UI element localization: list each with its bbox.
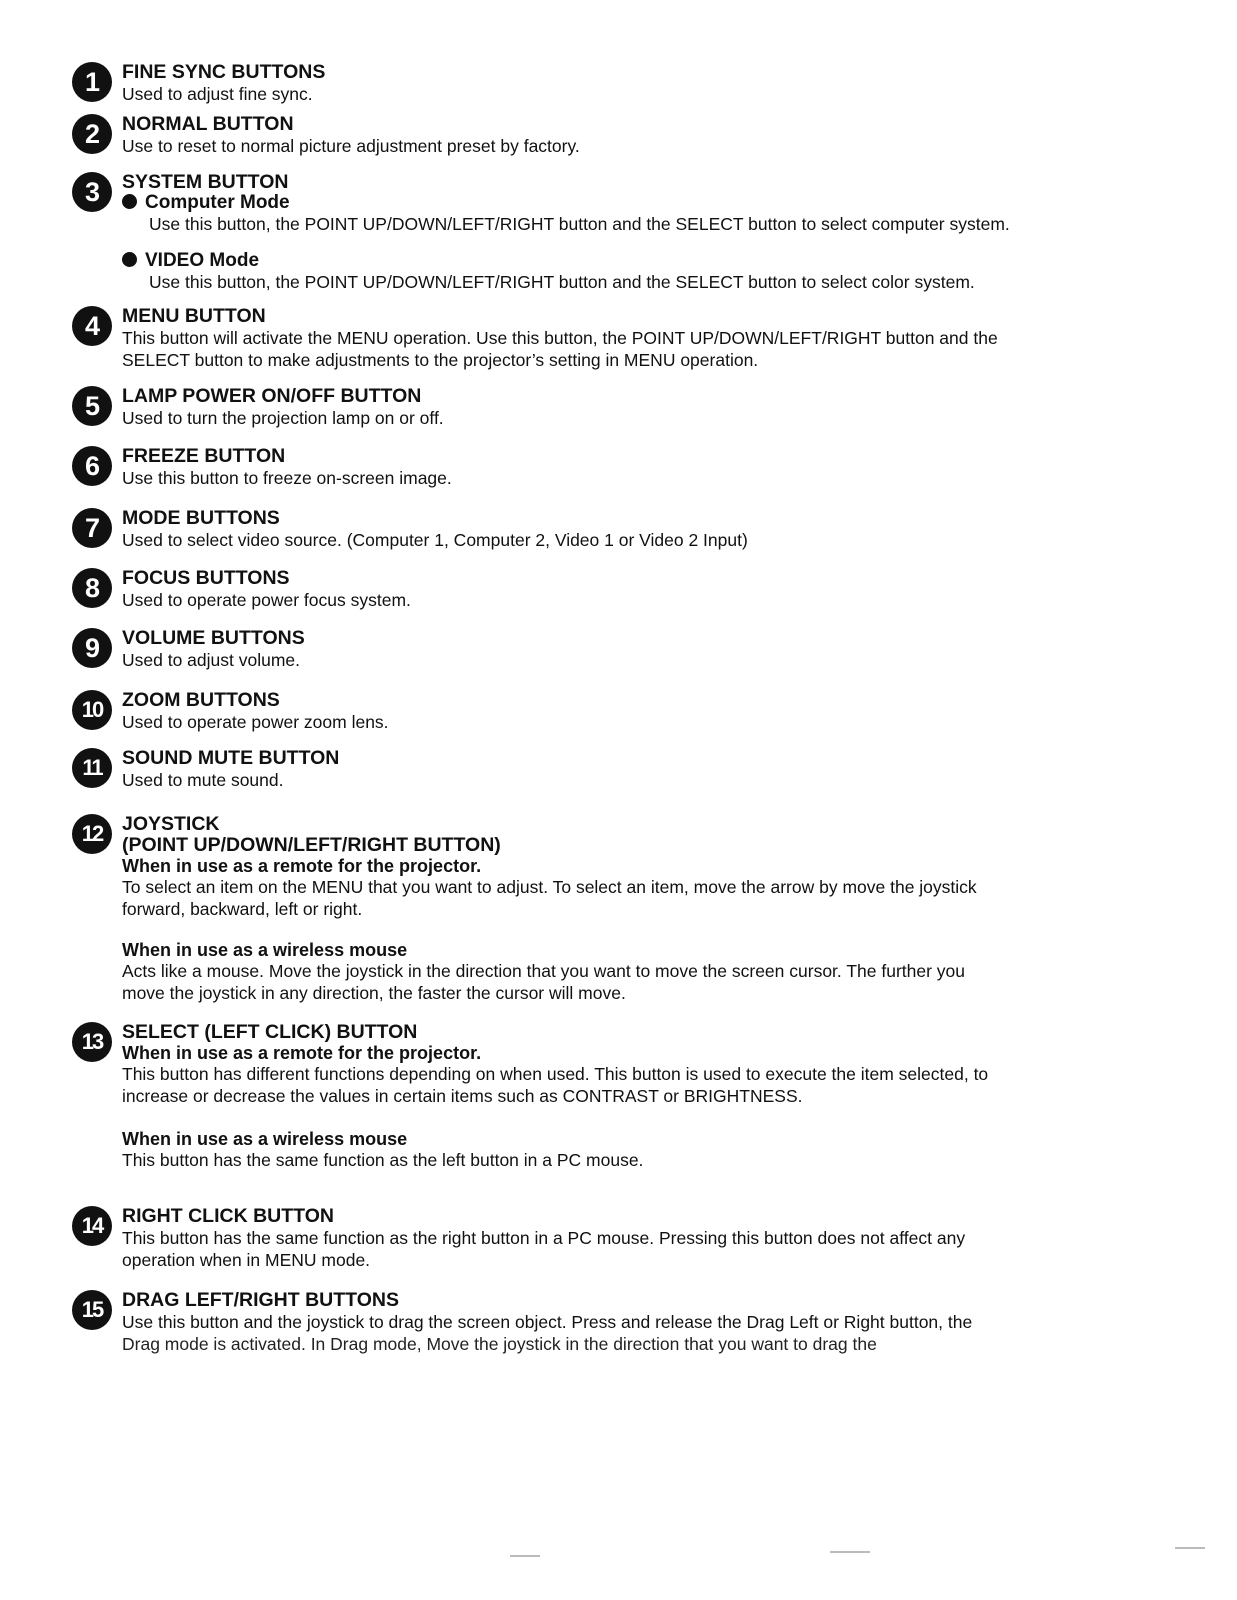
item-title: FREEZE BUTTON [122, 445, 286, 467]
scan-speck [510, 1555, 540, 1557]
item-desc: Used to mute sound. [122, 770, 284, 790]
item-sound-mute [72, 748, 1132, 791]
item-number-badge: 5 [72, 386, 112, 426]
item-title: FOCUS BUTTONS [122, 567, 290, 589]
item-number-badge: 6 [72, 446, 112, 486]
item-fine-sync [72, 62, 1132, 105]
item-desc-line: operation when in MENU mode. [122, 1250, 371, 1270]
item-number-badge: 2 [72, 114, 112, 154]
item-desc: Used to operate power focus system. [122, 590, 411, 610]
item-desc: This button has the same function as the left button in a PC mouse. [122, 1150, 644, 1170]
scan-speck [1175, 1547, 1205, 1549]
truncated-line [122, 1333, 1132, 1355]
item-subheading: When in use as a wireless mouse [122, 940, 408, 960]
item-number-badge: 10 [72, 690, 112, 730]
item-desc-line: To select an item on the MENU that you want to adjust. To select an item, move the arrow by move the joystick [122, 877, 977, 897]
bullet-title: VIDEO Mode [122, 251, 1132, 271]
item-desc: Use this button to freeze on-screen image. [122, 468, 452, 488]
item-desc-line: This button has different functions depending on when used. This button is used to execute the item selected, to [122, 1064, 989, 1084]
item-system [72, 172, 1132, 293]
item-desc-line: forward, backward, left or right. [122, 899, 363, 919]
item-desc: Used to operate power zoom lens. [122, 712, 389, 732]
item-desc-line: increase or decrease the values in certain items such as CONTRAST or BRIGHTNESS. [122, 1086, 803, 1106]
item-desc-line: This button has the same function as the right button in a PC mouse. Pressing this button does not affect any [122, 1228, 966, 1248]
item-title: SYSTEM BUTTON [122, 171, 289, 193]
item-number-badge: 8 [72, 568, 112, 608]
item-subheading: When in use as a remote for the projector. [122, 1043, 482, 1063]
item-desc: Used to turn the projection lamp on or off. [122, 408, 444, 428]
item-number-badge: 3 [72, 172, 112, 212]
item-subheading: When in use as a wireless mouse [122, 1129, 408, 1149]
item-freeze [72, 446, 1132, 489]
item-title: RIGHT CLICK BUTTON [122, 1205, 334, 1227]
item-title: LAMP POWER ON/OFF BUTTON [122, 385, 422, 407]
item-number-badge: 14 [72, 1206, 112, 1246]
bullet-icon [122, 252, 137, 267]
item-volume [72, 628, 1132, 671]
item-select [72, 1022, 1132, 1171]
bullet-desc: Use this button, the POINT UP/DOWN/LEFT/RIGHT button and the SELECT button to select color system. [149, 272, 975, 292]
item-focus [72, 568, 1132, 611]
item-desc-line: move the joystick in any direction, the faster the cursor will move. [122, 983, 626, 1003]
item-desc: Use to reset to normal picture adjustment preset by factory. [122, 136, 580, 156]
item-title-secondary: (POINT UP/DOWN/LEFT/RIGHT BUTTON) [122, 834, 501, 856]
item-desc-line: SELECT button to make adjustments to the projector’s setting in MENU operation. [122, 350, 759, 370]
item-title: DRAG LEFT/RIGHT BUTTONS [122, 1289, 399, 1311]
item-title: MODE BUTTONS [122, 507, 280, 529]
item-title: NORMAL BUTTON [122, 113, 294, 135]
item-menu [72, 306, 1132, 371]
item-title: SOUND MUTE BUTTON [122, 747, 340, 769]
item-number-badge: 11 [72, 748, 112, 788]
item-number-badge: 4 [72, 306, 112, 346]
item-number-badge: 9 [72, 628, 112, 668]
scan-speck [830, 1551, 870, 1553]
item-title: VOLUME BUTTONS [122, 627, 305, 649]
item-title: FINE SYNC BUTTONS [122, 61, 326, 83]
bullet-desc: Use this button, the POINT UP/DOWN/LEFT/RIGHT button and the SELECT button to select computer system. [149, 214, 1010, 234]
item-joystick [72, 814, 1132, 1004]
scan-specks [0, 1545, 1237, 1565]
item-right-click [72, 1206, 1132, 1271]
item-subheading: When in use as a remote for the projector. [122, 856, 482, 876]
item-normal [72, 114, 1132, 157]
item-desc-line: Drag mode is activated. In Drag mode, Move the joystick in the direction that you want to drag the [122, 1334, 877, 1354]
item-title: SELECT (LEFT CLICK) BUTTON [122, 1021, 418, 1043]
item-lamp-power [72, 386, 1132, 429]
item-title: ZOOM BUTTONS [122, 689, 280, 711]
bullet-icon [122, 194, 137, 209]
item-desc: Used to adjust volume. [122, 650, 301, 670]
item-title: JOYSTICK [122, 813, 220, 835]
item-zoom [72, 690, 1132, 733]
item-mode [72, 508, 1132, 551]
item-number-badge: 12 [72, 814, 112, 854]
bullet-title: Computer Mode [122, 193, 1132, 213]
item-drag [72, 1290, 1132, 1355]
item-desc-line: Use this button and the joystick to drag the screen object. Press and release the Drag Left or Right button, the [122, 1312, 973, 1332]
item-desc: Used to select video source. (Computer 1, Computer 2, Video 1 or Video 2 Input) [122, 530, 748, 550]
item-number-badge: 13 [72, 1022, 112, 1062]
item-number-badge: 1 [72, 62, 112, 102]
item-title: MENU BUTTON [122, 305, 266, 327]
item-desc-line: Acts like a mouse. Move the joystick in the direction that you want to move the screen cursor. The further you [122, 961, 965, 981]
item-desc-line: This button will activate the MENU operation. Use this button, the POINT UP/DOWN/LEFT/RIGHT button and the [122, 328, 998, 348]
item-desc: Used to adjust fine sync. [122, 84, 313, 104]
item-number-badge: 15 [72, 1290, 112, 1330]
item-number-badge: 7 [72, 508, 112, 548]
